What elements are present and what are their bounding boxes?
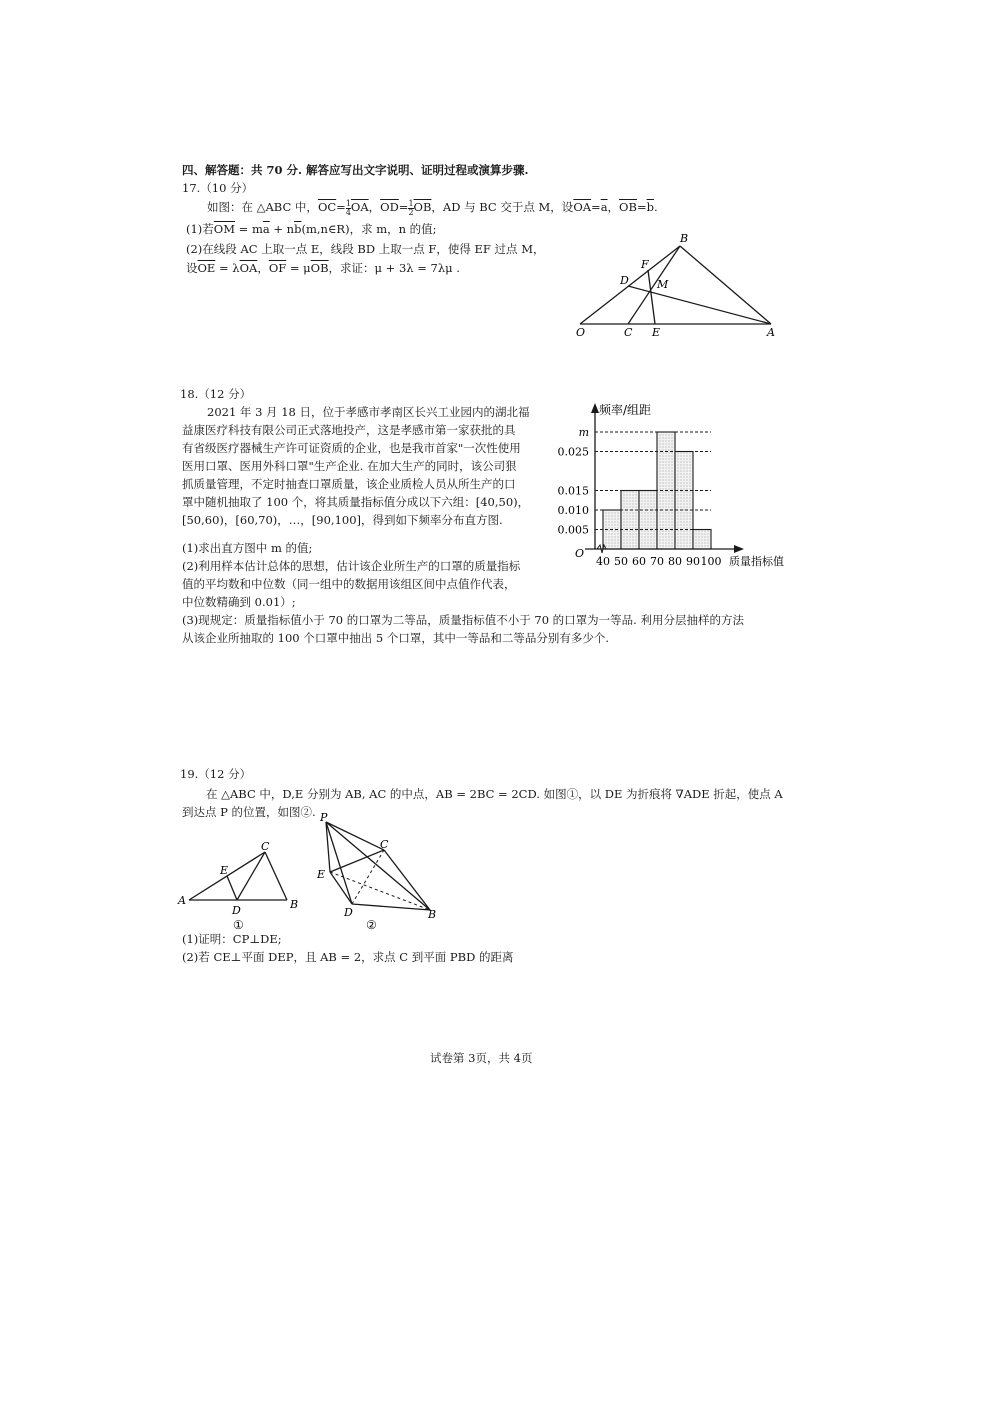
fig1-label-c: C	[261, 840, 270, 853]
q18-line: 益康医疗科技有限公司正式落地投产，这是孝感市第一家获批的具	[182, 423, 516, 437]
fig1-segment-cd	[237, 852, 265, 900]
fig2-segment-ed	[330, 872, 352, 904]
q19-part1: (1)证明：CP⊥DE;	[182, 932, 282, 946]
y-tick-label: 0.025	[557, 445, 589, 459]
segment-ef	[648, 270, 655, 324]
q19-number: 19.（12 分）	[180, 767, 252, 781]
q18-part2-line: (2)利用样本估计总体的思想，估计该企业所生产的口罩的质量指标	[182, 559, 521, 573]
x-tick-label: 70	[650, 555, 664, 568]
y-tick-label: 0.005	[557, 523, 589, 537]
q17-triangle-figure	[570, 228, 790, 340]
q18-line: 医用口罩、医用外科口罩"生产企业. 在加大生产的同时，该公司狠	[182, 459, 517, 473]
fig17-label-f: F	[641, 258, 649, 271]
q18-number: 18.（12 分）	[180, 387, 252, 401]
fig2-segment-pb	[326, 822, 430, 910]
fig17-label-e: E	[652, 326, 661, 339]
q19-line1: 在 △ABC 中，D,E 分别为 AB, AC 的中点，AB = 2BC = 2CD. 如图①，以 DE 为折痕将 ∇ADE 折起，使点 A	[206, 787, 783, 801]
fig2-label-b: B	[428, 908, 437, 921]
q17-part2-line1: (2)在线段 AC 上取一点 E，线段 BD 上取一点 F，使得 EF 过点 M，	[186, 242, 545, 256]
fig2-label-d: D	[344, 906, 353, 919]
y-tick-label: 0.010	[557, 504, 589, 517]
page-footer: 试卷第 3页，共 4页	[430, 1051, 533, 1065]
y-tick-label: 0.015	[557, 484, 589, 498]
fig17-label-m: M	[657, 278, 669, 291]
q17-intro: 如图：在 △ABC 中，$\overline{OC}=$ $\frac{1}{4}$ $\overline{OA}$，$\overline{OD}=$ $\frac{1}{2}$ $\overline{OB}$，AD 与 BC 交于点 M，设$\overline{OA}=\overline{a}$，$\overline{OB}=\overline{b}$.	[207, 198, 658, 217]
fig1-caption: ①	[233, 918, 244, 932]
q18-line: 抓质量管理，不定时抽查口罩质量，该企业质检人员从所生产的口	[182, 477, 516, 491]
fig17-label-b: B	[680, 232, 689, 245]
q18-part2-line: 值的平均数和中位数（同一组中的数据用该组区间中点值作代表，	[182, 577, 516, 591]
histogram-bar	[621, 491, 639, 550]
q18-line: 罩中随机抽取了 100 个，将其质量指标值分成以下六组：[40,50)，	[182, 495, 530, 509]
q18-part3-line: 从该企业所抽取的 100 个口罩中抽出 5 个口罩，其中一等品和二等品分别有多少个.	[182, 631, 610, 645]
q18-part1: (1)求出直方图中 m 的值;	[182, 541, 313, 555]
frequency-histogram	[545, 395, 800, 575]
fig1-label-e: E	[220, 864, 229, 877]
fig2-segment-db	[352, 904, 430, 910]
q18-line: 2021 年 3 月 18 日，位于孝感市孝南区长兴工业园内的湖北福	[207, 405, 530, 419]
q17-number: 17.（10 分）	[182, 181, 254, 195]
x-tick-label: 90	[686, 555, 700, 568]
q18-part2-line: 中位数精确到 0.01）;	[182, 595, 296, 609]
fig2-caption: ②	[366, 918, 377, 932]
fig2-label-p: P	[320, 812, 328, 824]
histogram-bar	[639, 491, 657, 550]
fig17-label-a: A	[767, 326, 775, 339]
fig17-label-c: C	[624, 326, 633, 339]
origin-label: O	[575, 547, 585, 560]
x-axis-arrow	[734, 545, 744, 553]
q19-figure-2	[310, 812, 450, 934]
fig1-label-d: D	[232, 904, 241, 917]
fig1-segment-de	[227, 876, 237, 900]
fig1-label-a: A	[178, 894, 186, 907]
x-tick-label: 50	[614, 555, 628, 568]
y-axis-arrow	[591, 403, 599, 413]
q19-part2: (2)若 CE⊥平面 DEP，且 AB = 2，求点 C 到平面 PBD 的距离	[182, 950, 514, 964]
histogram-bar	[693, 530, 711, 550]
fig2-label-c: C	[380, 838, 389, 851]
q17-part1: (1)若$\overline{OM} = m\overline{a}$ + $n\overline{b}(m,n\in R)$，求 m，n 的值;	[186, 222, 437, 236]
q18-part3-line: (3)现规定：质量指标值小于 70 的口罩为二等品，质量指标值不小于 70 的口罩为一等品. 利用分层抽样的方法	[182, 613, 744, 627]
section-heading: 四、解答题：共 70 分. 解答应写出文字说明、证明过程或演算步骤.	[182, 163, 529, 177]
fig1-segment-cb	[265, 852, 287, 900]
q18-line: 有省级医疗器械生产许可证资质的企业，也是我市首家"一次性使用	[182, 441, 521, 455]
q18-line: [50,60)，[60,70)，…，[90,100]，得到如下频率分布直方图.	[182, 513, 503, 527]
x-tick-label: 40	[596, 555, 610, 568]
fig1-label-b: B	[290, 898, 299, 911]
fig2-label-e: E	[317, 868, 326, 881]
fig2-segment-cb	[384, 850, 430, 910]
q19-figure-1	[175, 840, 310, 935]
q19-line2: 到达点 P 的位置，如图②.	[182, 805, 316, 819]
fig17-label-o: O	[576, 326, 586, 339]
y-tick-label: m	[578, 426, 589, 439]
x-tick-label: 60	[632, 555, 646, 568]
fig17-label-d: D	[620, 274, 629, 287]
histogram-bar	[675, 452, 693, 550]
x-tick-label: 100	[700, 555, 722, 568]
x-axis-label: 质量指标值	[729, 555, 784, 568]
q17-part2-line2: 设$\overline{OE} = \lambda\overline{OA}$，$\overline{OF} = \mu\overline{OB}$，求证：μ + 3λ = 7λμ .	[186, 261, 460, 275]
x-tick-label: 80	[668, 555, 682, 568]
y-axis-label: 频率/组距	[599, 403, 652, 417]
